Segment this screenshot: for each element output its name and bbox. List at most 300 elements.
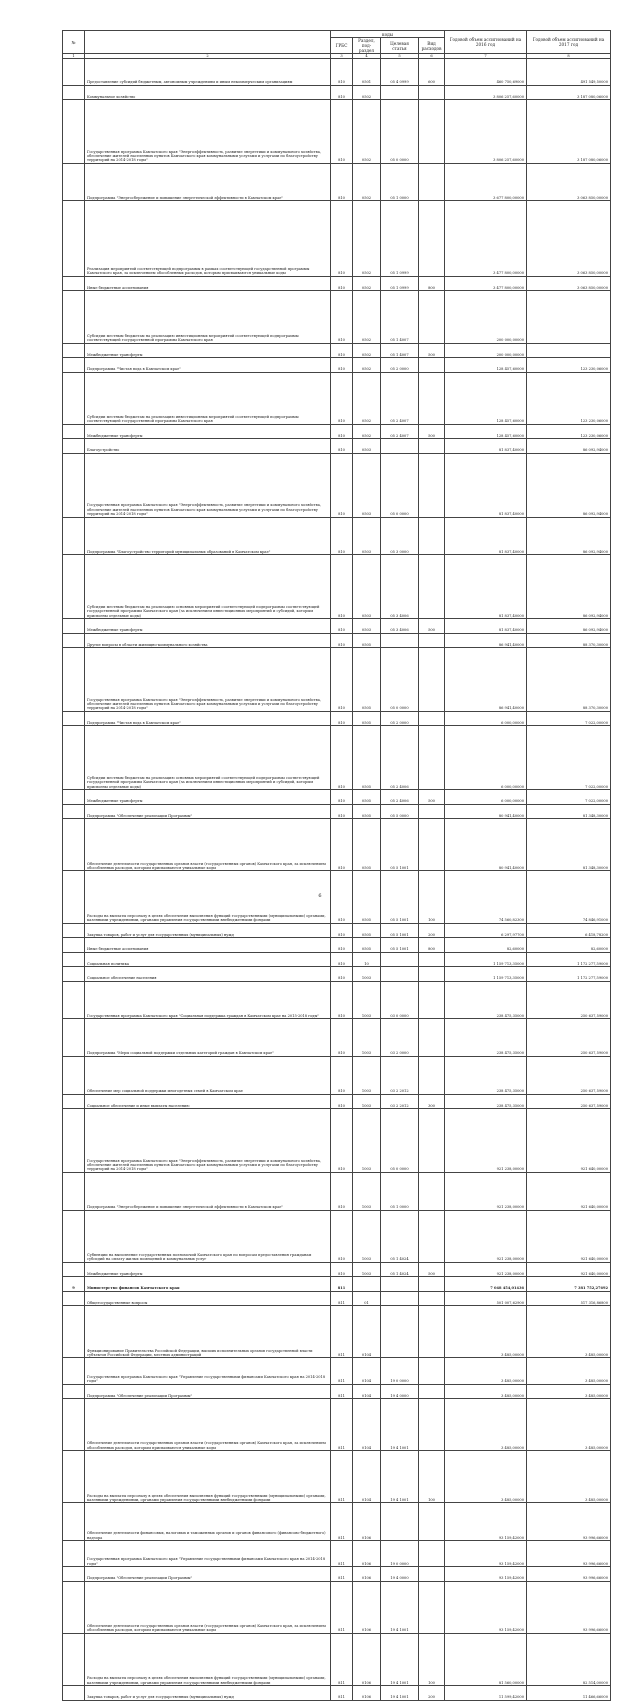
row-target: 05 2 0000 [381,358,419,373]
row-grbs: 810 [331,1172,353,1210]
table-row [63,372,611,424]
row-number [63,633,85,648]
row-grbs: 810 [331,439,353,454]
table-row [63,1567,611,1582]
row-amount-2016: 3 485,00000 [445,1358,527,1384]
table-row [63,1451,611,1503]
header-target: Целевая статья [381,38,419,54]
row-name: Подпрограмма "Обеспечение реализации Программы" [85,804,331,819]
row-grbs: 811 [331,1686,353,1701]
row-amount-2017: 517 316,86800 [527,1291,611,1306]
row-name: Функционирование Правительства Российской Федерации, высших исполнительных органов государственной власти субъектов Российской Федерации, местных администраций [85,1306,331,1358]
column-number: 8 [527,54,611,59]
row-name: Общегосударственные вопросы [85,1291,331,1306]
row-type [419,952,445,967]
table-row [63,201,611,276]
row-name: Подпрограмма "Меры социальной поддержки отдельных категорий граждан в Камчатском крае" [85,1019,331,1057]
table-row [63,1291,611,1306]
row-target: 03 2 2012 [381,1056,419,1094]
row-target: 05 2 4007 [381,372,419,424]
table-row [63,726,611,790]
row-name: Расходы на выплаты персоналу в целях обеспечения выполнения функций государственными (муниципальными) органами, казенными учреждениями, органами управления государственными внебюджетными фондами [85,1451,331,1503]
table-row [63,1503,611,1541]
row-number [63,619,85,634]
row-type [419,1384,445,1399]
table-row [63,1541,611,1567]
row-grbs: 810 [331,358,353,373]
row-amount-2017: 93 996,66000 [527,1503,611,1541]
row-amount-2017: 7 022,00000 [527,711,611,726]
row-number [63,804,85,819]
row-name: Иные бюджетные ассигнования [85,276,331,291]
row-amount-2016: 238 475,35000 [445,1019,527,1057]
row-section: 0505 [353,819,381,871]
row-name: Обеспечение деятельности финансовых, налоговых и таможенных органов и органов финансового (финансово-бюджетного) надзора [85,1503,331,1541]
row-number [63,100,85,164]
row-amount-2016: 93 159,42000 [445,1567,527,1582]
row-number [63,291,85,343]
row-name: Обеспечение деятельности государственных органов власти (государственных органов) Камчатского края, за исключением обособленных расходов, которым присваиваются уникальные коды [85,819,331,871]
row-target: 03 2 2012 [381,1094,419,1109]
row-amount-2016: 238 475,35000 [445,1056,527,1094]
row-section: 0104 [353,1384,381,1399]
row-amount-2016: 93 159,42000 [445,1541,527,1567]
row-type: 200 [419,1686,445,1701]
row-target [381,1306,419,1358]
table-row [63,981,611,1019]
row-section: 0505 [353,871,381,923]
row-amount-2016: 82,60000 [445,938,527,953]
row-section: 1003 [353,1109,381,1173]
table-row [63,1581,611,1633]
row-target: 05 5 1001 [381,923,419,938]
row-number [63,1019,85,1057]
row-amount-2016: 921 238,00000 [445,1210,527,1262]
row-name: Обеспечение деятельности государственных органов власти (государственных органов) Камчатского края, за исключением обособленных расходов, которым присваиваются уникальные коды [85,1399,331,1451]
row-grbs: 810 [331,819,353,871]
row-name: Закупка товаров, работ и услуг для государственных (муниципальных) нужд [85,1686,331,1701]
row-amount-2016: 81 837,40000 [445,619,527,634]
row-type [419,555,445,619]
row-target [381,85,419,100]
row-section: 0502 [353,276,381,291]
row-target: 05 2 4007 [381,424,419,439]
row-target: 05 1 4024 [381,1210,419,1262]
row-type: 100 [419,1451,445,1503]
row-amount-2017: 921 640,00000 [527,1109,611,1173]
row-grbs: 811 [331,1451,353,1503]
row-name: Субсидии местным бюджетам на реализацию инвестиционных мероприятий соответствующей подпрограммы соответствующей государственной программы Камчатского края [85,372,331,424]
row-section: 1003 [353,1019,381,1057]
row-grbs: 810 [331,981,353,1019]
row-amount-2017: 123 230,06000 [527,358,611,373]
table-row [63,1399,611,1451]
row-type [419,1109,445,1173]
table-row [63,952,611,967]
row-grbs: 811 [331,1633,353,1685]
row-name: Межбюджетные трансферты [85,790,331,805]
header-name [85,31,331,54]
row-section: 01 [353,1291,381,1306]
row-name: Обеспечение деятельности государственных органов власти (государственных органов) Камчатского края, за исключением обособленных расходов, которым присваиваются уникальные коды [85,1581,331,1633]
row-type [419,1358,445,1384]
table-row [63,804,611,819]
row-amount-2016: 6 000,00000 [445,790,527,805]
table-row [63,1384,611,1399]
table-row [63,1633,611,1685]
row-amount-2016: 128 457,60000 [445,372,527,424]
table-row [63,938,611,953]
row-section: 0502 [353,291,381,343]
row-amount-2016: 200 000,00000 [445,343,527,358]
table-row [63,1686,611,1701]
row-amount-2017: 3 485,00000 [527,1358,611,1384]
row-section: 0505 [353,790,381,805]
row-name: Государственная программа Камчатского края "Энергоэффективность, развитие энергетики и коммунального хозяйства, обеспечение жителей населенных пунктов Камчатского края коммунальными услугами и услугами по благоустройству территорий на 2014-2018 годы" [85,453,331,517]
row-number [63,201,85,276]
row-amount-2016: 1 159 713,35000 [445,967,527,982]
row-target [381,952,419,967]
row-type [419,804,445,819]
row-amount-2017: 123 230,06000 [527,372,611,424]
row-number [63,555,85,619]
row-name: Субсидии местным бюджетам на реализацию основных мероприятий соответствующей подпрограммы соответствующей государственной программы Камчатского края (за исключением инвестиционных мероприятий и субсидий, которым присвоены отдельные коды) [85,726,331,790]
row-target: 19 4 1001 [381,1633,419,1685]
row-amount-2016: 3 477 800,00000 [445,201,527,276]
table-row [63,1277,611,1292]
row-section: 1003 [353,981,381,1019]
table-row [63,439,611,454]
row-type: 500 [419,1262,445,1277]
table-row [63,1210,611,1262]
row-amount-2017: 250 637,59000 [527,1094,611,1109]
row-amount-2017 [527,343,611,358]
row-section: 0502 [353,201,381,276]
row-amount-2016: 93 159,42000 [445,1581,527,1633]
row-target: 05 0 0000 [381,1109,419,1173]
row-amount-2016: 3 806 257,60000 [445,100,527,164]
row-grbs: 810 [331,711,353,726]
row-section: 0503 [353,555,381,619]
row-type [419,1056,445,1094]
row-grbs: 810 [331,923,353,938]
row-number [63,276,85,291]
row-amount-2017: 93 996,66000 [527,1581,611,1633]
table-row [63,619,611,634]
row-target [381,1291,419,1306]
table-row [63,100,611,164]
table-row [63,424,611,439]
row-number [63,967,85,982]
row-name: Межбюджетные трансферты [85,619,331,634]
row-section: 0505 [353,923,381,938]
row-grbs: 810 [331,1056,353,1094]
row-amount-2016: 93 159,42000 [445,1503,527,1541]
row-amount-2017: 82 514,00000 [527,1633,611,1685]
row-number [63,424,85,439]
row-amount-2016: 81 837,40000 [445,453,527,517]
budget-table [62,30,611,1701]
row-grbs: 810 [331,648,353,712]
row-target: 19 0 0000 [381,1358,419,1384]
row-amount-2017: 3 187 080,06000 [527,85,611,100]
row-type [419,1581,445,1633]
row-section: 0104 [353,1306,381,1358]
row-amount-2017: 88 370,30000 [527,648,611,712]
row-amount-2016: 501 007,62900 [445,1291,527,1306]
row-target: 05 3 4006 [381,555,419,619]
row-grbs: 811 [331,1503,353,1541]
table-header [63,31,611,59]
row-amount-2016: 80 941,40000 [445,804,527,819]
row-amount-2016: 128 457,60000 [445,424,527,439]
row-type [419,1399,445,1451]
column-number: 3 [331,54,353,59]
row-number [63,1567,85,1582]
header-total-2017: Годовой объем ассигнований на 2017 год [527,31,611,54]
row-type [419,85,445,100]
row-grbs: 810 [331,633,353,648]
table-row [63,1358,611,1384]
row-number [63,1306,85,1358]
row-amount-2016: 921 238,00000 [445,1262,527,1277]
row-target: 05 1 0999 [381,276,419,291]
row-section: 0502 [353,163,381,201]
row-number [63,1109,85,1173]
row-grbs: 811 [331,1384,353,1399]
row-amount-2016: 3 477 800,00000 [445,276,527,291]
row-section: 1003 [353,1056,381,1094]
row-grbs: 810 [331,871,353,923]
table-row [63,163,611,201]
row-target [381,1503,419,1541]
row-amount-2016: 3 485,00000 [445,1384,527,1399]
row-amount-2016: 238 475,35000 [445,981,527,1019]
row-target: 05 1 0000 [381,163,419,201]
row-amount-2017: 123 230,06000 [527,424,611,439]
budget-sheet [62,30,610,1701]
header-num: № [63,31,85,54]
row-type: 100 [419,871,445,923]
row-amount-2017: 88 370,30000 [527,633,611,648]
row-section: 0505 [353,726,381,790]
row-number [63,358,85,373]
row-name: Субсидии местным бюджетам на реализацию инвестиционных мероприятий соответствующей подпрограммы соответствующей государственной программы Камчатского края [85,291,331,343]
row-target: 03 2 0000 [381,1019,419,1057]
row-grbs: 810 [331,1094,353,1109]
row-amount-2017: 1 172 277,59000 [527,967,611,982]
row-type: 500 [419,619,445,634]
row-section [353,1277,381,1292]
row-target: 19 4 0000 [381,1567,419,1582]
table-row [63,923,611,938]
row-target: 05 1 0999 [381,201,419,276]
row-grbs: 810 [331,85,353,100]
row-grbs: 810 [331,804,353,819]
row-number [63,439,85,454]
row-type [419,1291,445,1306]
row-amount-2017: 921 640,00000 [527,1210,611,1262]
header-codes: коды [331,31,445,38]
row-grbs: 811 [331,1306,353,1358]
row-number [63,343,85,358]
row-section: 0505 [353,804,381,819]
row-name: Коммунальное хозяйство [85,85,331,100]
row-number [63,1094,85,1109]
row-type: 500 [419,343,445,358]
table-row [63,1306,611,1358]
row-grbs: 810 [331,424,353,439]
row-number [63,1541,85,1567]
row-type [419,1172,445,1210]
row-grbs: 811 [331,1358,353,1384]
row-number [63,1291,85,1306]
row-section: 0502 [353,358,381,373]
row-name: Обеспечение мер социальной поддержки многодетных семей в Камчатском крае [85,1056,331,1094]
row-number [63,981,85,1019]
row-amount-2017: 86 092,94000 [527,453,611,517]
row-grbs: 810 [331,201,353,276]
row-name: Социальное обеспечение населения [85,967,331,982]
row-amount-2017: 491 549,50000 [527,59,611,85]
row-section: 1003 [353,967,381,982]
row-amount-2017: 86 092,94000 [527,555,611,619]
row-number [63,1384,85,1399]
row-type [419,726,445,790]
table-row [63,517,611,555]
row-target: 05 3 4006 [381,619,419,634]
row-target: 05 4 0999 [381,59,419,85]
row-target: 03 0 0000 [381,981,419,1019]
row-name: Расходы на выплаты персоналу в целях обеспечения выполнения функций государственными (муниципальными) органами, казенными учреждениями, органами управления государственными внебюджетными фондами [85,871,331,923]
table-row [63,648,611,712]
column-number: 6 [419,54,445,59]
row-grbs: 810 [331,952,353,967]
row-amount-2017: 1 172 277,59000 [527,952,611,967]
table-row [63,1109,611,1173]
row-amount-2017: 7 381 752,27692 [527,1277,611,1292]
row-target: 19 4 1001 [381,1686,419,1701]
row-amount-2016: 81 837,40000 [445,555,527,619]
row-type: 800 [419,938,445,953]
row-amount-2016: 128 457,60000 [445,358,527,373]
row-amount-2017: 93 996,66000 [527,1567,611,1582]
row-name: Подпрограмма "Обеспечение реализации Программы" [85,1567,331,1582]
row-grbs: 810 [331,372,353,424]
row-grbs: 810 [331,59,353,85]
row-amount-2017: 81 348,30000 [527,804,611,819]
row-name: Межбюджетные трансферты [85,424,331,439]
row-type [419,967,445,982]
row-grbs: 810 [331,453,353,517]
row-name: Социальное обеспечение и иные выплаты населению [85,1094,331,1109]
row-amount-2017: 250 637,59000 [527,981,611,1019]
row-section: 0104 [353,1399,381,1451]
row-amount-2016: 238 475,35000 [445,1094,527,1109]
row-amount-2016: 460 750,69000 [445,59,527,85]
row-name: Социальная политика [85,952,331,967]
row-number [63,85,85,100]
row-amount-2017: 3 485,00000 [527,1384,611,1399]
row-type: 500 [419,790,445,805]
row-amount-2017: 86 092,94000 [527,439,611,454]
row-target: 19 0 0000 [381,1541,419,1567]
table-row [63,790,611,805]
table-row [63,711,611,726]
row-amount-2016: 921 238,00000 [445,1172,527,1210]
row-target: 05 1 4007 [381,343,419,358]
row-name: Подпрограмма "Благоустройство территорий муниципальных образований в Камчатском крае" [85,517,331,555]
row-target: 05 2 4006 [381,790,419,805]
row-number [63,1172,85,1210]
row-amount-2016: 1 159 713,35000 [445,952,527,967]
row-section: 0106 [353,1581,381,1633]
row-type [419,163,445,201]
table-row [63,1172,611,1210]
table-row [63,291,611,343]
row-section: 0505 [353,711,381,726]
row-target: 05 0 0000 [381,453,419,517]
row-number [63,819,85,871]
table-body [63,59,611,1700]
row-section: 0502 [353,100,381,164]
row-grbs: 810 [331,1262,353,1277]
row-section: 0106 [353,1686,381,1701]
row-amount-2016: 3 485,00000 [445,1451,527,1503]
row-amount-2017: 7 022,00000 [527,726,611,790]
row-name: Расходы на выплаты персоналу в целях обеспечения выполнения функций государственными (муниципальными) органами, казенными учреждениями, органами управления государственными внебюджетными фондами [85,1633,331,1685]
row-amount-2017: 81 348,30000 [527,819,611,871]
row-number [63,711,85,726]
row-name: Государственная программа Камчатского края "Энергоэффективность, развитие энергетики и коммунального хозяйства, обеспечение жителей населенных пунктов Камчатского края коммунальными услугами и услугами по благоустройству территорий на 2014-2018 годы" [85,1109,331,1173]
row-amount-2016: 7 048 454,01436 [445,1277,527,1292]
row-type: 100 [419,1633,445,1685]
row-amount-2017: 3 187 080,06000 [527,100,611,164]
row-grbs: 811 [331,1567,353,1582]
row-name: Государственная программа Камчатского края "Социальная поддержка граждан в Камчатском крае на 2015-2018 годы" [85,981,331,1019]
row-grbs: 810 [331,291,353,343]
table-row [63,85,611,100]
table-row [63,633,611,648]
row-amount-2016: 81 837,40000 [445,517,527,555]
row-amount-2017: 82,60000 [527,938,611,953]
row-amount-2016: 3 485,00000 [445,1306,527,1358]
row-number [63,938,85,953]
row-target: 19 4 1001 [381,1451,419,1503]
row-number [63,1358,85,1384]
row-section: 0106 [353,1633,381,1685]
row-target: 05 1 4007 [381,291,419,343]
row-number [63,1686,85,1701]
row-grbs: 811 [331,1581,353,1633]
row-amount-2016: 200 000,00000 [445,291,527,343]
row-grbs: 810 [331,1210,353,1262]
row-amount-2016: 81 837,40000 [445,439,527,454]
row-amount-2016: 86 941,40000 [445,633,527,648]
row-name: Межбюджетные трансферты [85,1262,331,1277]
row-type: 200 [419,923,445,938]
row-grbs: 811 [331,1277,353,1292]
row-section: 0104 [353,1451,381,1503]
row-grbs: 811 [331,1291,353,1306]
row-amount-2017: 250 637,59000 [527,1056,611,1094]
row-amount-2017: 86 092,94000 [527,619,611,634]
row-target: 19 4 0000 [381,1384,419,1399]
row-name: Закупка товаров, работ и услуг для государственных (муниципальных) нужд [85,923,331,938]
row-number [63,1581,85,1633]
row-section: 1003 [353,1172,381,1210]
row-section: 0502 [353,424,381,439]
